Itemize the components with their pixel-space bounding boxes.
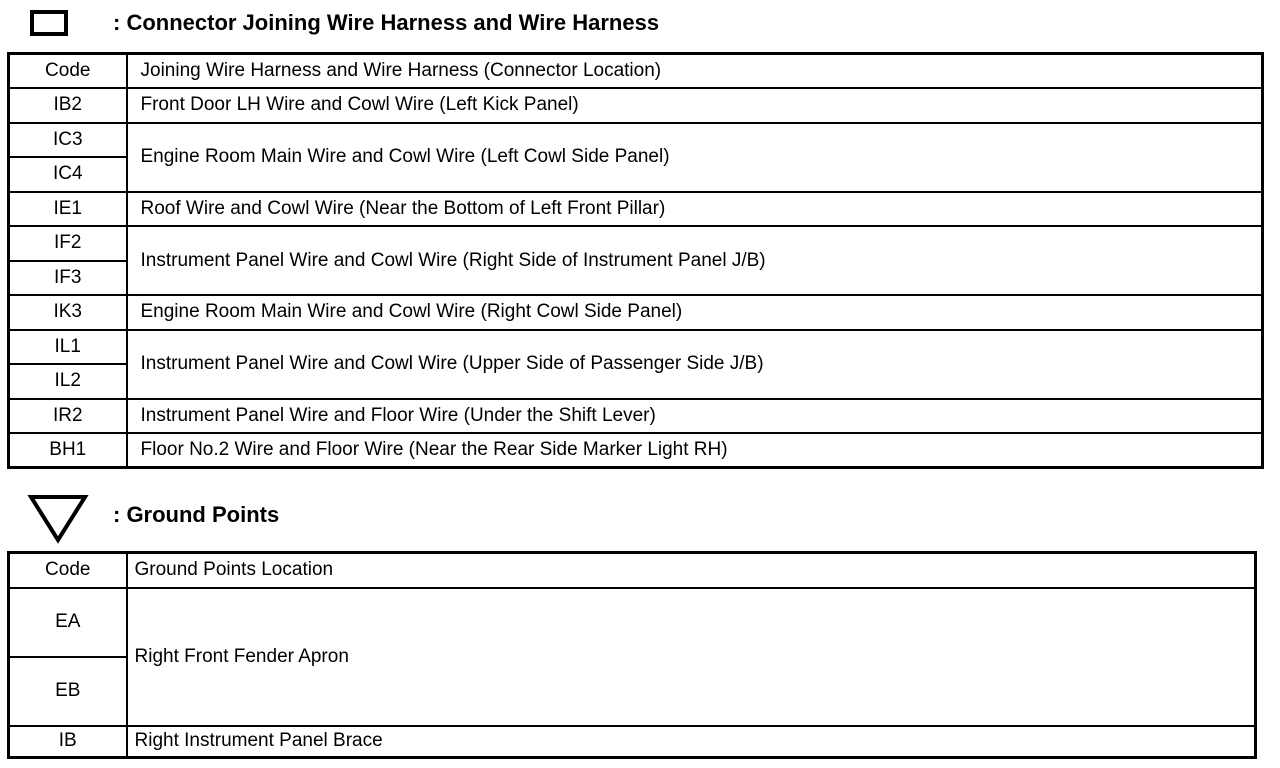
connector-location: Engine Room Main Wire and Cowl Wire (Left Cowl Side Panel) <box>127 123 1263 192</box>
connector-code: IC3 <box>9 123 127 158</box>
table-row <box>9 433 1263 468</box>
connector-table <box>7 52 1264 469</box>
connector-location: Roof Wire and Cowl Wire (Near the Bottom of Left Front Pillar) <box>127 192 1263 227</box>
ground-code: IB <box>9 726 127 758</box>
table-row <box>9 295 1263 330</box>
connector-code: IC4 <box>9 157 127 192</box>
connector-location: Instrument Panel Wire and Cowl Wire (Right Side of Instrument Panel J/B) <box>127 226 1263 295</box>
connector-location: Instrument Panel Wire and Floor Wire (Under the Shift Lever) <box>127 399 1263 434</box>
code-column-header: Code <box>9 54 127 89</box>
table-row <box>9 726 1256 758</box>
ground-code: EB <box>9 657 127 726</box>
ground-code: EA <box>9 588 127 657</box>
table-header-row <box>9 553 1256 588</box>
table-row <box>9 123 1263 158</box>
connector-code: IB2 <box>9 88 127 123</box>
table-row <box>9 399 1263 434</box>
connector-code: BH1 <box>9 433 127 468</box>
ground-section-title: : Ground Points <box>113 502 280 527</box>
ground-points-table <box>7 551 1257 759</box>
location-column-header: Joining Wire Harness and Wire Harness (Connector Location) <box>127 54 1263 89</box>
table-row <box>9 88 1263 123</box>
connector-code: IF3 <box>9 261 127 296</box>
connector-code: IK3 <box>9 295 127 330</box>
connector-code: IF2 <box>9 226 127 261</box>
connector-section-title: : Connector Joining Wire Harness and Wire Harness <box>113 10 660 35</box>
connector-location: Floor No.2 Wire and Floor Wire (Near the Rear Side Marker Light RH) <box>127 433 1263 468</box>
location-column-header: Ground Points Location <box>127 553 1256 588</box>
ground-location: Right Instrument Panel Brace <box>127 726 1256 758</box>
connector-location: Instrument Panel Wire and Cowl Wire (Upper Side of Passenger Side J/B) <box>127 330 1263 399</box>
table-row <box>9 226 1263 261</box>
connector-code: IE1 <box>9 192 127 227</box>
connector-code: IR2 <box>9 399 127 434</box>
table-row <box>9 588 1256 657</box>
table-row <box>9 330 1263 365</box>
table-row <box>9 192 1263 227</box>
table-header-row <box>9 54 1263 89</box>
down-triangle-icon <box>26 493 92 545</box>
connector-code: IL1 <box>9 330 127 365</box>
connector-location: Front Door LH Wire and Cowl Wire (Left Kick Panel) <box>127 88 1263 123</box>
connector-location: Engine Room Main Wire and Cowl Wire (Right Cowl Side Panel) <box>127 295 1263 330</box>
square-icon <box>30 10 68 36</box>
connector-code: IL2 <box>9 364 127 399</box>
code-column-header: Code <box>9 553 127 588</box>
ground-location: Right Front Fender Apron <box>127 588 1256 726</box>
